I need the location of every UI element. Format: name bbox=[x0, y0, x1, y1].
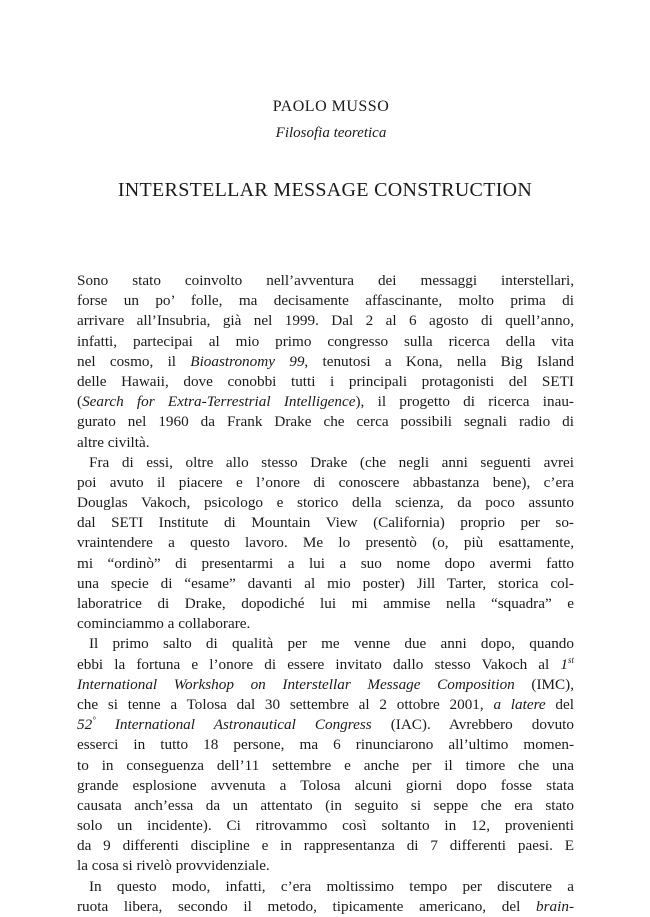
workshop-name: International Workshop on Interstellar Message Composition bbox=[77, 675, 515, 693]
text-line: da 9 differenti discipline e in rappresentanza di 7 differenti paesi. E bbox=[77, 837, 574, 855]
text-line: laboratrice di Drake, dopodiché lui mi ammise nella “squadra” e bbox=[77, 595, 574, 612]
text-line: forse un po’ folle, ma decisamente affascinante, molto prima di bbox=[77, 292, 574, 310]
body-text bbox=[77, 271, 574, 917]
text-line: Douglas Vakoch, psicologo e storico della scienza, da poco assunto bbox=[77, 494, 574, 512]
conference-name: Bioastronomy 99 bbox=[190, 352, 305, 370]
text-line: International Workshop on Interstellar Message Composition (IMC), bbox=[77, 675, 574, 693]
text-line: che si tenne a Tolosa dal 30 settembre al 2 ottobre 2001, a latere del bbox=[77, 695, 574, 713]
text-line: grande esplosione avvenuta a Tolosa alcuni giorni dopo fosse stata bbox=[77, 776, 574, 794]
author-name: PAOLO MUSSO bbox=[272, 98, 390, 115]
text-line: mi “ordinò” di presentarmi a lui a suo nome dopo avermi fatto bbox=[77, 554, 574, 572]
text-line: infatti, partecipai al mio primo congresso sulla ricerca della vita bbox=[77, 332, 574, 350]
text-line: poi avuto il piacere e l’onore di conoscere abbastanza bene), c’era bbox=[77, 473, 574, 491]
text-line: Fra di essi, oltre allo stesso Drake (che negli anni seguenti avrei bbox=[89, 453, 574, 471]
text-line: causata anch’essa da un attentato (in seguito si seppe che era stato bbox=[77, 796, 574, 814]
text-line: Sono stato coinvolto nell’avventura dei messaggi interstellari, bbox=[77, 272, 574, 289]
text-line: una specie di “esame” davanti al mio poster) Jill Tarter, storica col- bbox=[77, 574, 574, 592]
text-line: cominciammo a collaborare. bbox=[77, 615, 251, 633]
text-line: vraintendere a questo lavoro. Me lo presentò (o, più esattamente, bbox=[77, 534, 574, 552]
text-line: la cosa si rivelò provvidenziale. bbox=[77, 857, 270, 875]
congress-name: International Astronautical Congress bbox=[95, 716, 372, 734]
text-line: solo un incidente). Ci ritrovammo così soltanto in 12, provenienti bbox=[77, 817, 574, 835]
text-line: 52° International Astronautical Congress (IAC). Avrebbero dovuto bbox=[77, 715, 574, 734]
text-line: In questo modo, infatti, c’era moltissimo tempo per discutere a bbox=[89, 877, 574, 895]
text-line: altre civiltà. bbox=[77, 433, 150, 451]
text-line: delle Hawaii, dove conobbi tutti i principali protagonisti del SETI bbox=[77, 372, 574, 390]
text-line: nel cosmo, il Bioastronomy 99, tenutosi a Kona, nella Big Island bbox=[77, 352, 574, 370]
text-line: gurato nel 1960 da Frank Drake che cerca possibili segnali radio di bbox=[77, 413, 574, 431]
text-line: (Search for Extra-Terrestrial Intelligence), il progetto di ricerca inau- bbox=[77, 393, 574, 411]
text-line: ebbi la fortuna e l’onore di essere invitato dallo stesso Vakoch al 1st bbox=[77, 654, 574, 673]
text-line: dal SETI Institute di Mountain View (California) proprio per so- bbox=[77, 514, 574, 532]
text-line: Il primo salto di qualità per me venne due anni dopo, quando bbox=[89, 635, 574, 653]
text-line: arrivare all’Insubria, già nel 1999. Dal 2 al 6 agosto di quell’anno, bbox=[77, 312, 574, 330]
text-line: to in conseguenza dell’11 settembre e anche per il timore che una bbox=[77, 756, 574, 774]
author-affiliation: Filosofia teoretica bbox=[275, 125, 387, 141]
text-line: esserci in tutto 18 persone, ma 6 rinunciarono all’ultimo momen- bbox=[77, 736, 574, 754]
article-title: INTERSTELLAR MESSAGE CONSTRUCTION bbox=[117, 179, 533, 201]
seti-expansion: Search for Extra-Terrestrial Intelligence bbox=[82, 393, 356, 411]
header-block bbox=[0, 97, 650, 143]
text-line: ruota libera, secondo il metodo, tipicamente americano, del brain- bbox=[77, 897, 574, 915]
